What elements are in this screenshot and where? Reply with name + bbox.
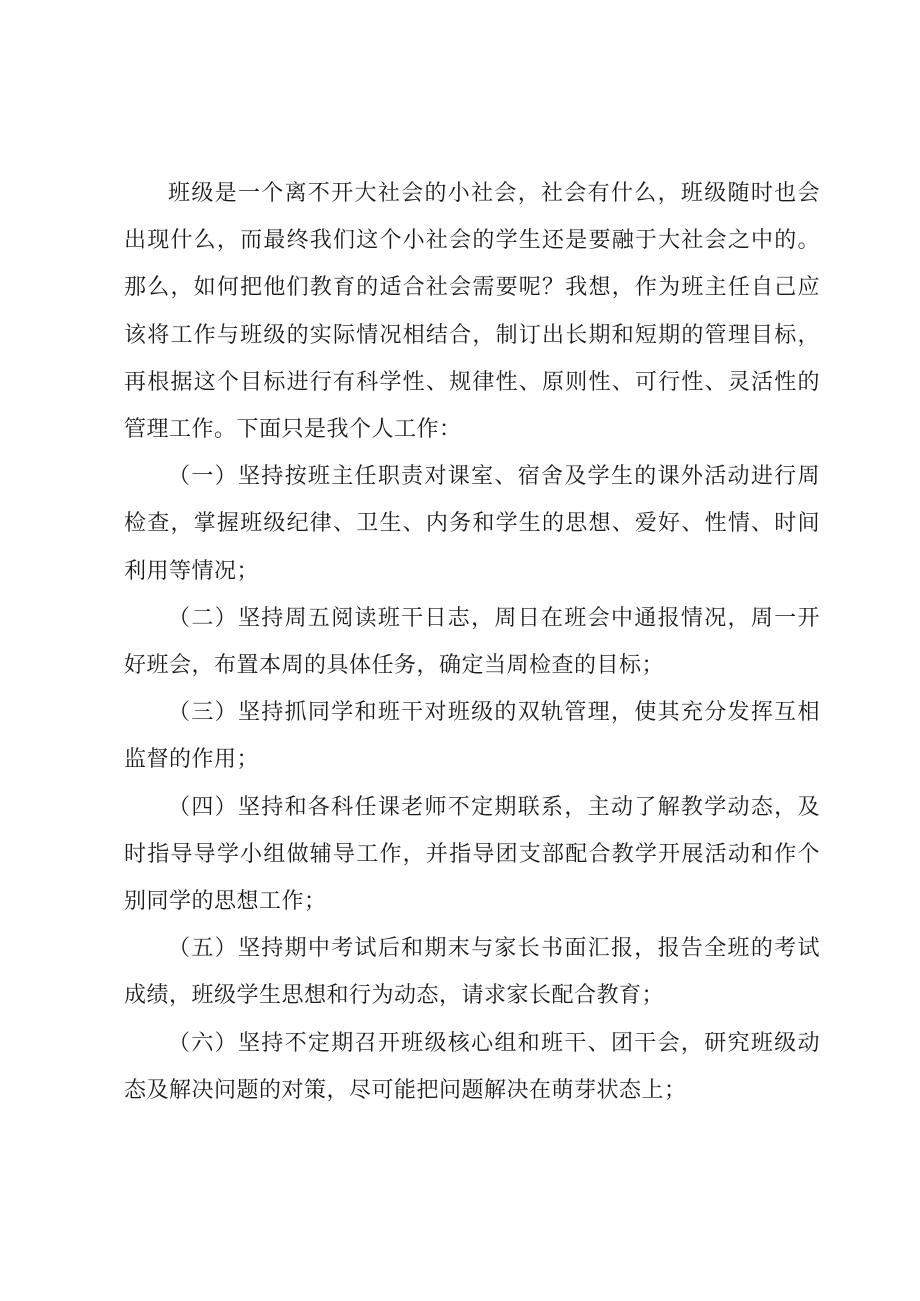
paragraph-item-3: （三）坚持抓同学和班干对班级的双轨管理，使其充分发挥互相监督的作用； [124, 700, 820, 773]
paragraph-item-4: （四）坚持和各科任课老师不定期联系，主动了解教学动态，及时指导导学小组做辅导工作，并指导团支部配合教学开展活动和作个别同学的思想工作； [124, 794, 820, 915]
document-body [124, 170, 820, 1114]
paragraph-intro: 班级是一个离不开大社会的小社会，社会有什么，班级随时也会出现什么，而最终我们这个小社会的学生还是要融于大社会之中的。那么，如何把他们教育的适合社会需要呢？我想，作为班主任自己应该将工作与班级的实际情况相结合，制订出长期和短期的管理目标，再根据这个目标进行有科学性、规律性、原则性、可行性、灵活性的管理工作。下面只是我个人工作： [124, 181, 820, 443]
paragraph-item-5: （五）坚持期中考试后和期末与家长书面汇报，报告全班的考试成绩，班级学生思想和行为动态，请求家长配合教育； [124, 936, 820, 1009]
paragraph-item-6: （六）坚持不定期召开班级核心组和班干、团干会，研究班级动态及解决问题的对策，尽可能把问题解决在萌芽状态上； [124, 1030, 820, 1103]
paragraph-item-2: （二）坚持周五阅读班干日志，周日在班会中通报情况，周一开好班会，布置本周的具体任务，确定当周检查的目标； [124, 605, 820, 679]
paragraph-item-1: （一）坚持按班主任职责对课室、宿舍及学生的课外活动进行周检查，掌握班级纪律、卫生、内务和学生的思想、爱好、性情、时间利用等情况； [124, 464, 820, 584]
